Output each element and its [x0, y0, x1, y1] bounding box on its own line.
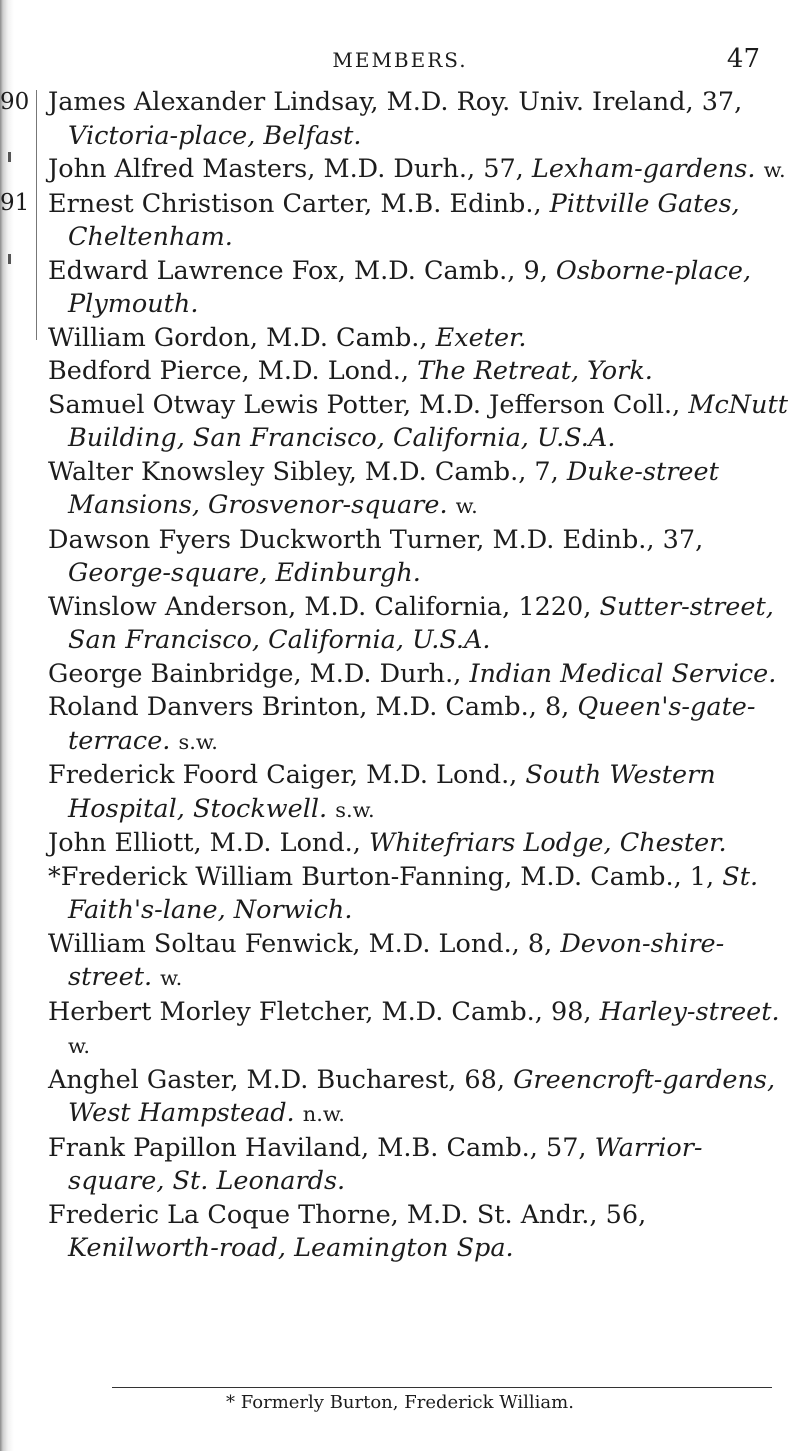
member-entry	[48, 524, 796, 591]
postal-district: n.w.	[302, 1102, 345, 1126]
margin-mark	[8, 152, 11, 162]
member-name: James Alexander Lindsay, M.D. Roy. Univ. Ireland, 37,	[48, 87, 743, 117]
member-address: McNutt Building, San Francisco, California, U.S.A.	[68, 389, 788, 453]
member-address: Duke-street Mansions, Grosvenor-square.	[68, 456, 719, 520]
member-entry	[48, 1199, 796, 1266]
member-address: Sutter-street, San Francisco, California, U.S.A.	[68, 591, 774, 655]
member-name: Bedford Pierce, M.D. Lond.,	[48, 356, 409, 386]
member-entry	[48, 691, 796, 759]
member-address: Whitefriars Lodge, Chester.	[368, 828, 727, 858]
member-address: Victoria-place, Belfast.	[68, 120, 362, 151]
member-entry	[48, 322, 796, 356]
member-name: Frank Papillon Haviland, M.B. Camb., 57,	[48, 1132, 587, 1163]
member-address: George-square, Edinburgh.	[68, 558, 421, 588]
postal-district: s.w.	[178, 729, 218, 754]
member-address: Lexham-gardens.	[531, 154, 756, 184]
member-name: Anghel Gaster, M.D. Bucharest, 68,	[48, 1064, 505, 1095]
member-name: Herbert Morley Fletcher, M.D. Camb., 98,	[48, 996, 592, 1027]
member-entry	[48, 255, 796, 322]
member-address: Indian Medical Service.	[469, 658, 777, 689]
member-entry	[48, 996, 796, 1064]
member-entry	[48, 355, 796, 389]
member-address: Queen's-gate-terrace.	[68, 692, 756, 756]
member-name: John Alfred Masters, M.D. Durh., 57,	[48, 154, 524, 184]
member-address: Greencroft-gardens, West Hampstead.	[68, 1064, 776, 1128]
member-name: Samuel Otway Lewis Potter, M.D. Jefferson Coll.,	[48, 389, 681, 420]
postal-district: s.w.	[335, 797, 375, 822]
member-entry	[48, 861, 796, 928]
member-name: William Soltau Fenwick, M.D. Lond., 8,	[48, 928, 553, 959]
member-address: South Western Hospital, Stockwell.	[68, 760, 716, 824]
member-name: Walter Knowsley Sibley, M.D. Camb., 7,	[48, 456, 559, 487]
member-entry	[48, 86, 796, 153]
margin-mark	[8, 254, 11, 264]
member-address: Warrior-square, St. Leonards.	[68, 1132, 703, 1196]
postal-district: w.	[68, 1034, 91, 1058]
margin-rule	[36, 90, 37, 340]
member-name: Frederic La Coque Thorne, M.D. St. Andr., 56,	[48, 1199, 647, 1230]
member-name: William Gordon, M.D. Camb.,	[48, 322, 428, 353]
postal-district: w.	[763, 158, 786, 182]
member-address: Pittville Gates, Cheltenham.	[68, 188, 740, 252]
members-list	[48, 86, 796, 1266]
member-address: Exeter.	[435, 322, 527, 353]
member-name: Winslow Anderson, M.D. California, 1220,	[48, 591, 592, 622]
member-entry	[48, 188, 796, 255]
member-name: Roland Danvers Brinton, M.D. Camb., 8,	[48, 692, 570, 722]
member-entry	[48, 928, 796, 996]
member-address: Harley-street.	[599, 996, 780, 1027]
member-entry	[48, 1132, 796, 1199]
member-address: St. Faith's-lane, Norwich.	[68, 861, 759, 925]
member-name: Ernest Christison Carter, M.B. Edinb.,	[48, 188, 542, 219]
member-address: The Retreat, York.	[417, 356, 653, 386]
member-address: Osborne-place, Plymouth.	[68, 255, 752, 319]
margin-number: 91	[0, 190, 30, 216]
member-name: George Bainbridge, M.D. Durh.,	[48, 658, 462, 689]
member-entry	[48, 591, 796, 658]
member-address: Devon-shire-street.	[68, 928, 725, 992]
member-entry	[48, 658, 796, 692]
footnote: * Formerly Burton, Frederick William.	[226, 1392, 574, 1413]
member-entry	[48, 759, 796, 827]
member-entry	[48, 827, 796, 861]
page-number: 47	[726, 44, 760, 74]
member-name: Edward Lawrence Fox, M.D. Camb., 9,	[48, 255, 548, 286]
member-name: *Frederick William Burton-Fanning, M.D. Camb., 1,	[48, 861, 715, 892]
member-entry	[48, 153, 796, 188]
member-address: Kenilworth-road, Leamington Spa.	[68, 1233, 514, 1263]
member-entry	[48, 456, 796, 524]
page-header	[40, 44, 760, 88]
running-head: MEMBERS.	[332, 48, 468, 72]
member-name: Frederick Foord Caiger, M.D. Lond.,	[48, 760, 518, 790]
page-binding-edge	[0, 0, 14, 1451]
member-entry	[48, 389, 796, 456]
footnote-rule	[112, 1387, 772, 1388]
margin-number: 90	[0, 89, 30, 115]
postal-district: w.	[455, 494, 478, 518]
postal-district: w.	[160, 966, 183, 990]
member-name: Dawson Fyers Duckworth Turner, M.D. Edinb., 37,	[48, 524, 704, 555]
member-name: John Elliott, M.D. Lond.,	[48, 828, 361, 858]
member-entry	[48, 1064, 796, 1132]
